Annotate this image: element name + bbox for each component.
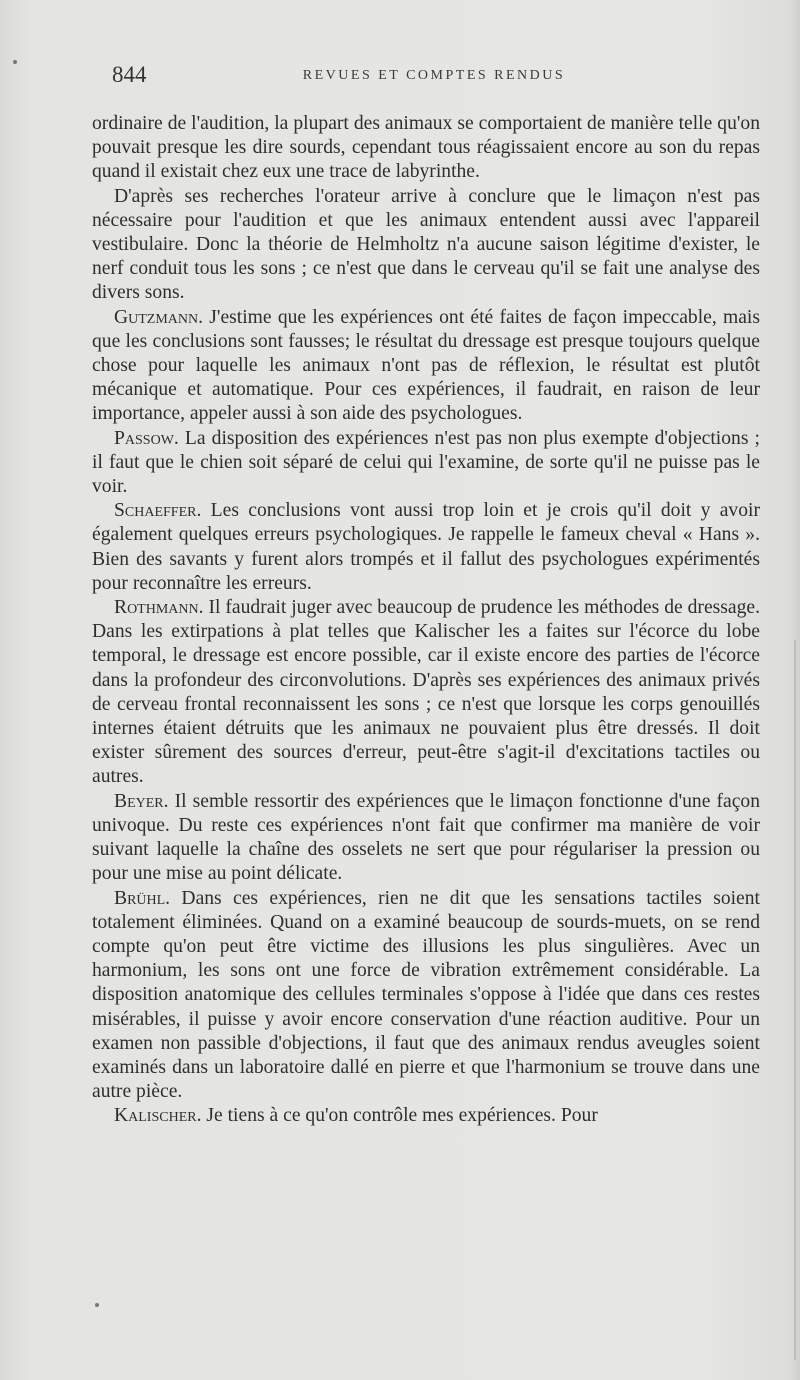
speaker-remark: Dans ces expériences, rien ne dit que les sensations tactiles soient totalement éliminées. Quand on a examiné beaucoup de sourds-muets, on se rend compte qu'on peut être victime des illusions les plus singulières. Avec un harmonium, les sons ont une force de vibration extrêmement considérable. La disposition anatomique des cellules terminales s'oppose à l'idée que dans ces restes misérables, il puisse y avoir encore conservation d'une réaction auditive. Pour un examen non passible d'objections, il faut que des animaux rendus aveugles soient examinés dans un laboratoire dallé en pierre et que l'harmonium se trouve dans une autre pièce.: [92, 887, 760, 1103]
margin-speck: [95, 1303, 99, 1307]
page-number: 844: [112, 62, 147, 87]
paragraph: [92, 306, 760, 427]
running-head: REVUES ET COMPTES RENDUS: [302, 68, 566, 83]
speaker-remark: Il faudrait juger avec beaucoup de prudence les méthodes de dressage. Dans les extirpations à plat telles que Kalischer les a faites sur l'écorce du lobe temporal, le dressage est encore possible, car il existe encore des parties de l'écorce dans la profondeur des circonvolutions. D'après ses expériences des animaux privés de cerveau frontal reconnaissent les sons ; ce n'est que lorsque les corps genouillés internes étaient détruits que les animaux ne pouvaient plus être dressés. Il doit exister sûrement des sources d'erreur, peut-être s'agit-il d'excitations tactiles ou autres.: [92, 597, 760, 788]
speaker-name: Rothmann.: [114, 597, 204, 619]
paragraph: [92, 1104, 760, 1128]
paragraph: [92, 790, 760, 887]
speaker-remark: Il semble ressortir des expériences que le limaçon fonctionne d'une façon univoque. Du reste ces expériences n'ont fait que confirmer ma manière de voir suivant laquelle la chaîne des osselets ne sert que pour régulariser la pression ou pour une mise au point délicate.: [92, 790, 760, 885]
speaker-name: Kalischer.: [114, 1105, 202, 1127]
paragraph: [92, 887, 760, 1105]
speaker-remark: La disposition des expériences n'est pas non plus exempte d'objections ; il faut que le chien soit séparé de celui qui l'examine, de sorte qu'il ne puisse pas le voir.: [92, 427, 760, 498]
paragraph: [92, 596, 760, 790]
margin-speck: [13, 60, 17, 64]
speaker-remark: J'estime que les expériences ont été faites de façon impeccable, mais que les conclusions sont fausses; le résultat du dressage est presque toujours quelque chose pour laquelle les animaux n'ont pas de réflexion, le résultat est plutôt mécanique et automatique. Pour ces expériences, il faudrait, en raison de leur importance, appeler aussi à son aide des psychologues.: [92, 306, 760, 425]
speaker-remark: Je tiens à ce qu'on contrôle mes expériences. Pour: [201, 1105, 598, 1127]
speaker-name: Passow.: [114, 427, 179, 449]
speaker-name: Schaeffer.: [114, 500, 202, 522]
speaker-remark: Les conclusions vont aussi trop loin et je crois qu'il doit y avoir également quelques erreurs psychologiques. Je rappelle le fameux cheval « Hans ». Bien des savants y furent alors trompés et il fallut des psychologues expérimentés pour reconnaître les erreurs.: [92, 500, 760, 594]
paragraph: ordinaire de l'audition, la plupart des animaux se comportaient de manière telle qu'on pouvait presque les dire sourds, cependant tous réagissaient encore au son du repas quand il existait chez eux une trace de labyrinthe.: [92, 113, 760, 183]
speaker-name: Beyer.: [114, 790, 169, 812]
page-header: [112, 62, 756, 92]
speaker-name: Gutzmann.: [114, 306, 204, 328]
paragraph: D'après ses recherches l'orateur arrive à conclure que le limaçon n'est pas nécessaire pour l'audition et que les animaux entendent aussi avec l'appareil vestibulaire. Donc la théorie de Helmholtz n'a aucune saison légitime d'exister, le nerf conduit tous les sons ; ce n'est que dans le cerveau qu'il se fait une analyse des divers sons.: [92, 185, 760, 304]
speaker-name: Brühl.: [114, 887, 171, 909]
page-edge-shadow: [794, 640, 796, 1360]
body-text: [92, 112, 760, 1129]
paragraph: [92, 427, 760, 500]
paragraph: [92, 499, 760, 596]
